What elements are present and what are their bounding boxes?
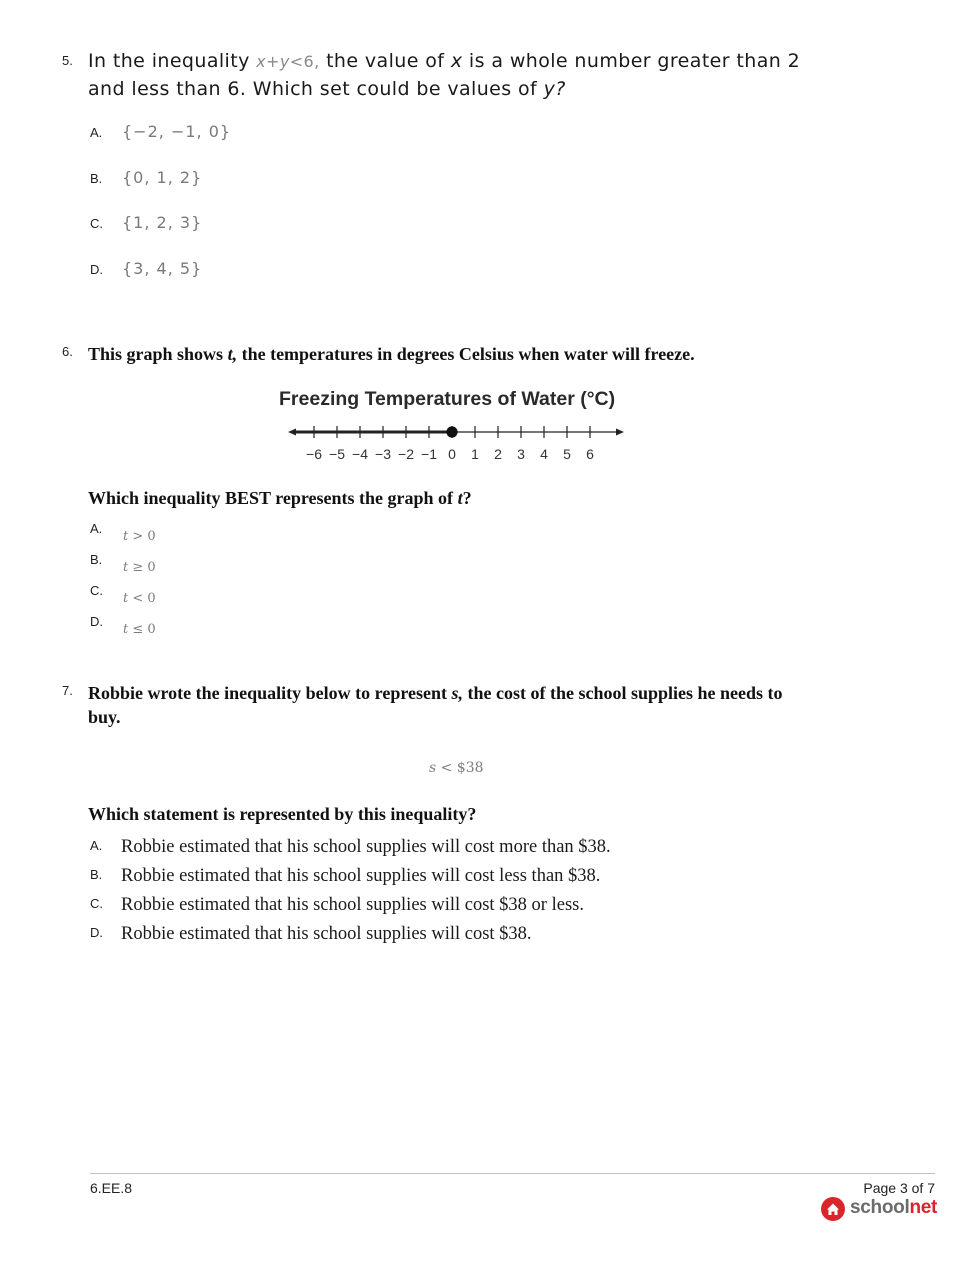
- tick-label: −5: [329, 446, 345, 462]
- tick-label: 2: [494, 446, 502, 462]
- arrow-left-icon: [288, 429, 296, 436]
- tick-label: 6: [586, 446, 594, 462]
- standard-code: 6.EE.8: [90, 1180, 133, 1196]
- closed-point-marker: [447, 427, 457, 437]
- variable: t: [457, 488, 463, 508]
- option-value: {0, 1, 2}: [122, 168, 203, 187]
- option-letter: D.: [90, 614, 103, 629]
- schoolnet-logo: [820, 1196, 936, 1222]
- question-text: Robbie wrote the inequality below to represent: [88, 683, 447, 703]
- inequality-display: s < $38: [429, 760, 484, 776]
- tick-label: −6: [306, 446, 322, 462]
- tick-label: 3: [517, 446, 525, 462]
- tick-label: −1: [421, 446, 437, 462]
- brand-text-accent: net: [909, 1197, 938, 1218]
- option-text: Robbie estimated that his school supplies will cost more than $38.: [121, 837, 611, 857]
- option-value: t ≤ 0: [123, 622, 156, 637]
- option-letter: C.: [90, 896, 103, 911]
- tick-label: 4: [540, 446, 548, 462]
- tick-label: 1: [471, 446, 479, 462]
- tick-label: 5: [563, 446, 571, 462]
- variable: t,: [227, 344, 238, 364]
- option-letter: A.: [90, 125, 103, 140]
- tick-label: −4: [352, 446, 368, 462]
- question-6-subquestion: Which inequality BEST represents the graph of t?: [88, 488, 472, 508]
- question-text: In the inequality: [88, 50, 250, 72]
- option-letter: A.: [90, 838, 103, 853]
- question-7-line-2: buy.: [88, 707, 121, 727]
- question-text: Which inequality BEST represents the graph of: [88, 488, 454, 508]
- variable: s,: [451, 683, 463, 703]
- question-7-subquestion: Which statement is represented by this inequality?: [88, 804, 477, 824]
- number-line-chart: [280, 418, 630, 466]
- question-text: is a whole number greater than 2: [468, 50, 801, 72]
- option-letter: B.: [90, 552, 103, 567]
- option-value: {3, 4, 5}: [122, 259, 203, 278]
- question-number: 7.: [62, 683, 73, 698]
- question-5-line-2: [88, 75, 566, 103]
- page-number: Page 3 of 7: [863, 1180, 935, 1196]
- question-7-line-1: [88, 681, 783, 705]
- option-letter: C.: [90, 216, 103, 231]
- variable: x: [450, 50, 463, 72]
- option-text: Robbie estimated that his school supplies will cost $38.: [121, 924, 532, 944]
- question-text: the temperatures in degrees Celsius when water will freeze.: [241, 344, 695, 364]
- question-text: This graph shows: [88, 344, 224, 364]
- question-text: the value of: [326, 50, 445, 72]
- question-number: 6.: [62, 344, 73, 359]
- option-letter: D.: [90, 925, 103, 940]
- arrow-right-icon: [616, 429, 624, 436]
- option-value: t < 0: [123, 591, 156, 606]
- variable: y?: [543, 78, 566, 100]
- option-letter: B.: [90, 867, 103, 882]
- question-5-line-1: [88, 47, 800, 76]
- option-letter: A.: [90, 521, 103, 536]
- tick-label: −2: [398, 446, 414, 462]
- house-icon: [820, 1196, 846, 1222]
- brand-text: school: [850, 1197, 910, 1218]
- option-letter: D.: [90, 262, 103, 277]
- option-text: Robbie estimated that his school supplies will cost $38 or less.: [121, 895, 584, 915]
- question-6-text: [88, 342, 695, 366]
- tick-label: −3: [375, 446, 391, 462]
- option-value: {−2, −1, 0}: [122, 122, 232, 141]
- option-letter: C.: [90, 583, 103, 598]
- question-text: the cost of the school supplies he needs to: [467, 683, 783, 703]
- option-letter: B.: [90, 171, 103, 186]
- option-value: {1, 2, 3}: [122, 213, 203, 232]
- chart-title: Freezing Temperatures of Water (°C): [279, 388, 616, 410]
- option-value: t ≥ 0: [123, 560, 156, 575]
- inequality-expression: x+y<6,: [256, 52, 320, 71]
- question-text: and less than 6. Which set could be values of: [88, 78, 538, 100]
- option-text: Robbie estimated that his school supplies will cost less than $38.: [121, 866, 601, 886]
- tick-label: 0: [448, 446, 456, 462]
- footer-divider: [90, 1173, 935, 1174]
- question-number: 5.: [62, 53, 73, 68]
- option-value: t > 0: [123, 529, 156, 544]
